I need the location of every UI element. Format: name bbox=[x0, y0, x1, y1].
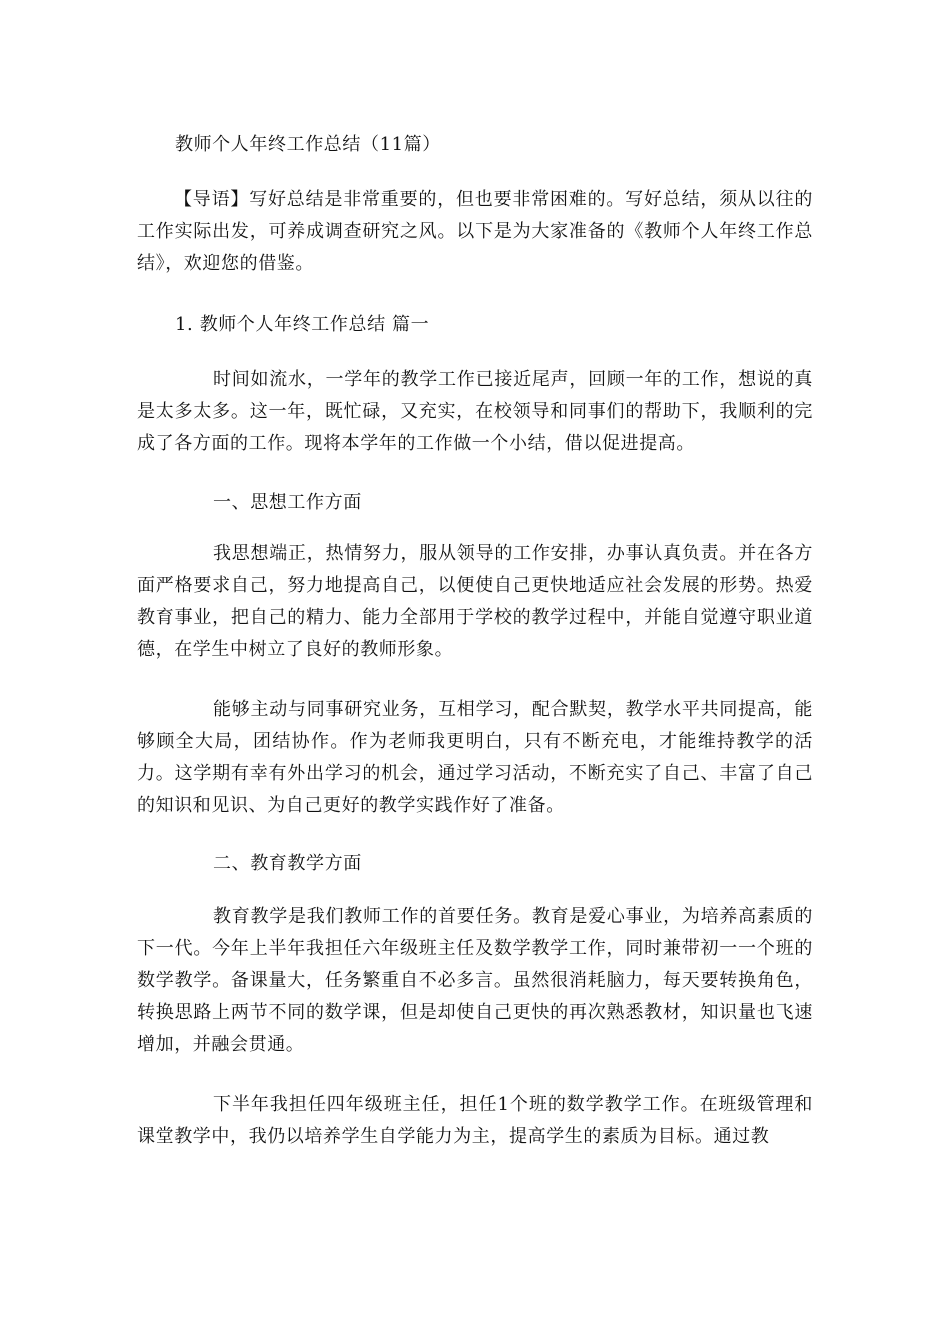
paragraph: 我思想端正，热情努力，服从领导的工作安排，办事认真负责。并在各方面严格要求自己，努力地提高自己，以便使自己更快地适应社会发展的形势。热爱教育事业，把自己的精力、能力全部用于学校的教学过程中，并能自觉遵守职业道德，在学生中树立了良好的教师形象。 bbox=[137, 543, 813, 660]
document-title: 教师个人年终工作总结（11篇） bbox=[175, 134, 441, 155]
paragraph: 时间如流水，一学年的教学工作已接近尾声，回顾一年的工作，想说的真是太多太多。这一年，既忙碌，又充实，在校领导和同事们的帮助下，我顺利的完成了各方面的工作。现将本学年的工作做一个小结，借以促进提高。 bbox=[137, 369, 813, 454]
paragraph: 教育教学是我们教师工作的首要任务。教育是爱心事业，为培养高素质的下一代。今年上半年我担任六年级班主任及数学教学工作，同时兼带初一一个班的数学教学。备课量大，任务繁重自不必多言。虽然很消耗脑力，每天要转换角色，转换思路上两节不同的数学课，但是却使自己更快的再次熟悉教材，知识量也飞速增加，并融会贯通。 bbox=[137, 906, 813, 1055]
paragraph: 下半年我担任四年级班主任，担任1个班的数学教学工作。在班级管理和课堂教学中，我仍以培养学生自学能力为主，提高学生的素质为目标。通过教 bbox=[137, 1094, 813, 1147]
paragraph: 能够主动与同事研究业务，互相学习，配合默契，教学水平共同提高，能够顾全大局，团结协作。作为老师我更明白，只有不断充电，才能维持教学的活力。这学期有幸有外出学习的机会，通过学习活动，不断充实了自己、丰富了自己的知识和见识、为自己更好的教学实践作好了准备。 bbox=[137, 699, 813, 816]
subsection-heading: 一、思想工作方面 bbox=[213, 492, 362, 513]
subsection-heading: 二、教育教学方面 bbox=[213, 853, 362, 874]
section-heading: 1. 教师个人年终工作总结 篇一 bbox=[175, 314, 430, 335]
intro-paragraph: 【导语】写好总结是非常重要的，但也要非常困难的。写好总结，须从以往的工作实际出发，可养成调查研究之风。以下是为大家准备的《教师个人年终工作总结》，欢迎您的借鉴。 bbox=[137, 189, 813, 274]
